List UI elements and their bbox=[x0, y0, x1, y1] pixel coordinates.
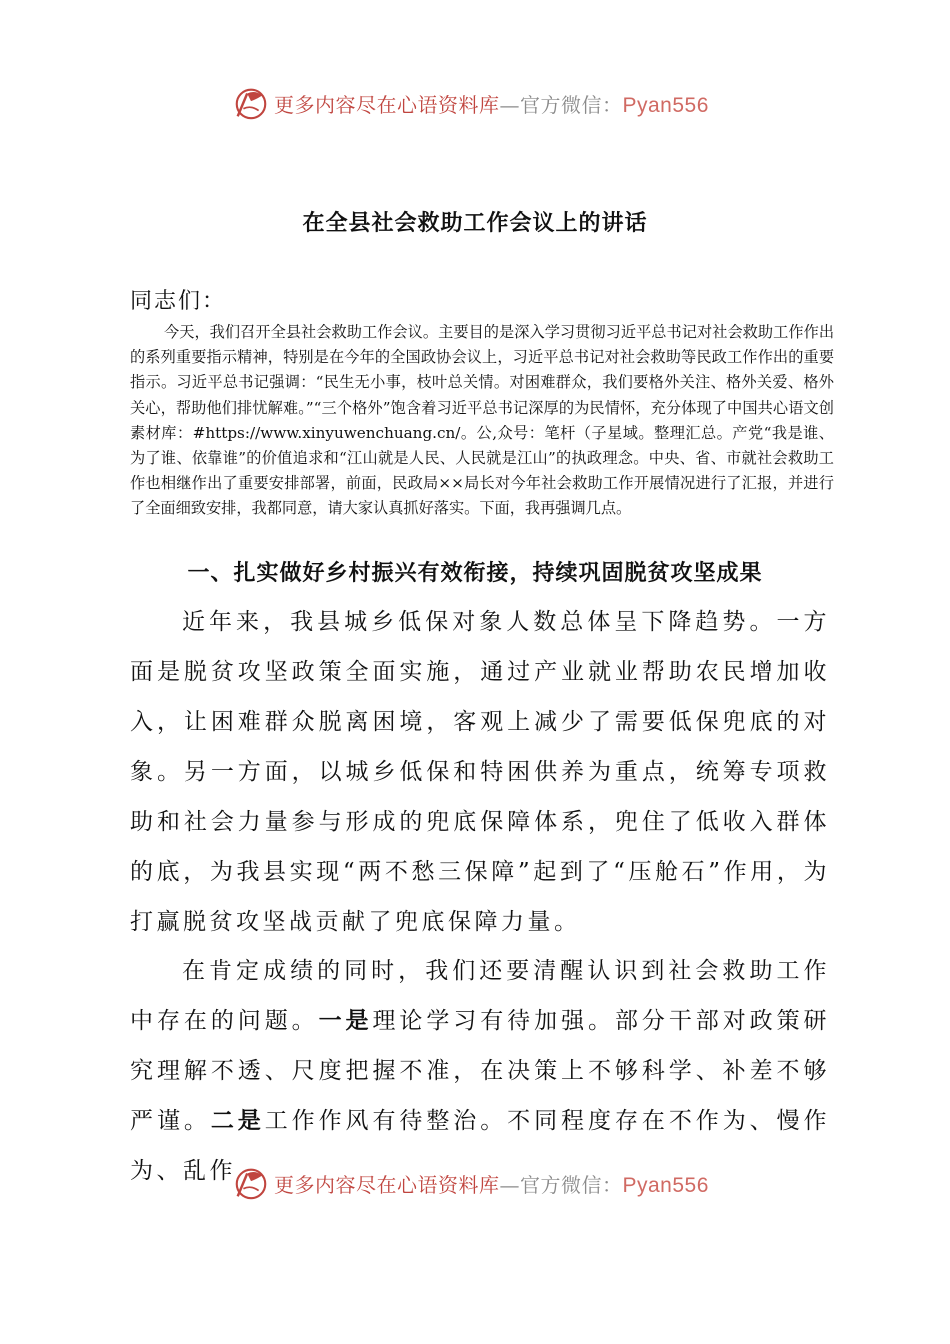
document-title: 在全县社会救助工作会议上的讲话 bbox=[302, 210, 648, 236]
footer-dash: — bbox=[499, 1172, 520, 1197]
header-banner bbox=[0, 81, 950, 125]
footer-library-name: 更多内容尽在心语资料库 bbox=[274, 1172, 500, 1197]
body-paragraph-1: 近年来，我县城乡低保对象人数总体呈下降趋势。一方面是脱贫攻坚政策全面实施，通过产业就业帮助农民增加收入，让困难群众脱离困境，客观上减少了需要低保兜底的对象。另一方面，以城乡低保和特困供养为重点，统筹专项救助和社会力量参与形成的兜底保障体系，兜住了低收入群体的底，为我县实现“两不愁三保障”起到了“压舱石”作用，为打赢脱贫攻坚战贡献了兜底保障力量。 bbox=[130, 609, 830, 935]
footer-wechat-label: 官方微信： bbox=[520, 1172, 623, 1197]
banner-wechat-id: Pyan556 bbox=[622, 93, 709, 117]
footer-banner bbox=[0, 1161, 950, 1205]
footer-wechat-id: Pyan556 bbox=[622, 1173, 709, 1197]
section-1-heading: 一、扎实做好乡村振兴有效衔接，持续巩固脱贫攻坚成果 bbox=[187, 560, 763, 586]
para2-text-c: 工作作风有待整治。不同程度存在不作为、慢作为、乱作 bbox=[130, 1108, 831, 1184]
banner-text bbox=[274, 89, 709, 118]
body-paragraph-2 bbox=[130, 946, 830, 1196]
para2-lead-2: 二是 bbox=[210, 1107, 265, 1134]
red-flag-logo-icon bbox=[232, 1164, 270, 1202]
intro-paragraph: 今天，我们召开全县社会救助工作会议。主要目的是深入学习贯彻习近平总书记对社会救助工作作出的系列重要指示精神，特别是在今年的全国政协会议上，习近平总书记对社会救助等民政工作作出的重要指示。习近平总书记强调：“民生无小事，枝叶总关情。对困难群众，我们要格外关注、格外关爱、格外关心，帮助他们排忧解难。”“三个格外”饱含着习近平总书记深厚的为民情怀，充分体现了中国共心语文创素材库：#https://www.xinyuwenchuang.cn/。公,众号：笔杆（子星域。整理汇总。产党“我是谁、为了谁、依靠谁”的价值追求和“江山就是人民、人民就是江山”的执政理念。中央、省、市就社会救助工作也相继作出了重要安排部署，前面，民政局××局长对今年社会救助工作开展情况进行了汇报，并进行了全面细致安排，我都同意，请大家认真抓好落实。下面，我再强调几点。 bbox=[130, 323, 834, 518]
greeting: 同志们： bbox=[130, 289, 227, 314]
para2-text-a: 在肯定成绩的同时，我们还要清醒认识到社会救助工作中存在的问题。 bbox=[130, 958, 830, 1034]
banner-dash: — bbox=[499, 92, 520, 117]
banner-library-name: 更多内容尽在心语资料库 bbox=[274, 92, 500, 117]
para2-lead-1: 一是 bbox=[318, 1007, 373, 1034]
para2-text-b: 理论学习有待加强。部分干部对政策研究理解不透、尺度把握不准，在决策上不够科学、补差不够严谨。 bbox=[130, 1008, 831, 1134]
footer-banner-text bbox=[274, 1169, 709, 1198]
banner-wechat-label: 官方微信： bbox=[520, 92, 623, 117]
red-flag-logo-icon bbox=[232, 84, 270, 122]
